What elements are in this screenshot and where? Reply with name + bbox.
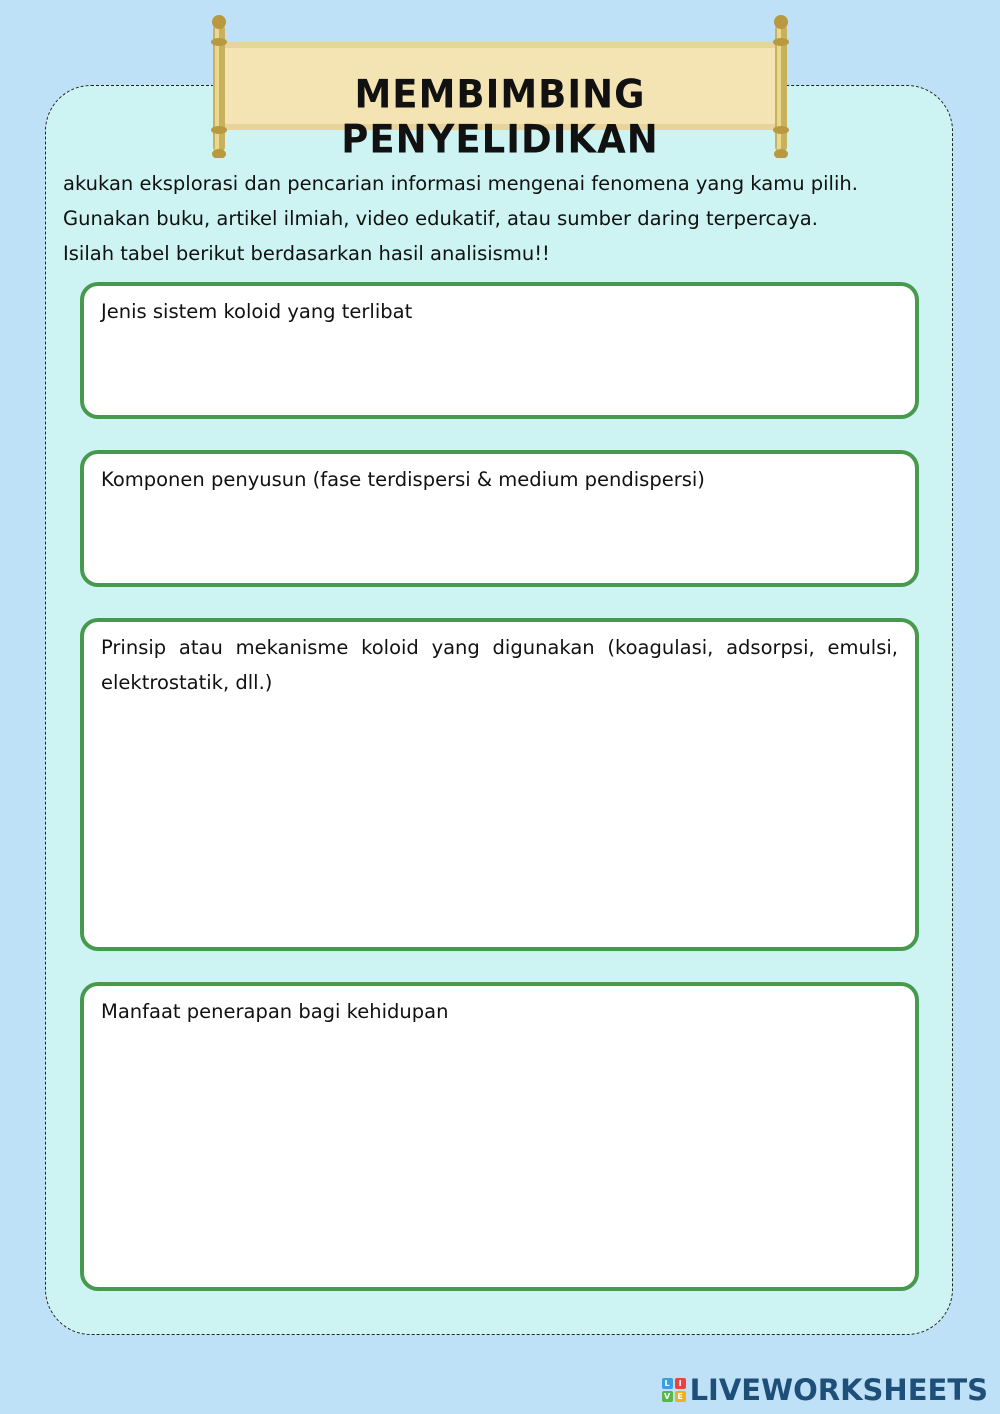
answer-box-components[interactable] [80,450,919,587]
answer-box-mechanism[interactable] [80,618,919,951]
logo-letter: L [662,1378,673,1389]
title-scroll-banner [210,12,790,163]
liveworksheets-logo-icon [662,1378,686,1402]
logo-letter: V [662,1391,673,1402]
answer-box-label: Manfaat penerapan bagi kehidupan [101,1000,449,1023]
liveworksheets-logo [662,1374,988,1406]
page-title: MEMBIMBING PENYELIDIKAN [341,71,659,163]
answer-box-benefits[interactable] [80,982,919,1291]
instruction-line: Isilah tabel berikut berdasarkan hasil analisismu!! [63,242,550,265]
answer-box-label: Komponen penyusun (fase terdispersi & medium pendispersi) [101,468,705,491]
logo-text: LIVEWORKSHEETS [689,1373,988,1407]
instruction-line: Gunakan buku, artikel ilmiah, video edukatif, atau sumber daring terpercaya. [63,207,818,230]
answer-box-colloid-type[interactable] [80,282,919,419]
logo-letter: E [675,1391,686,1402]
answer-box-label: Jenis sistem koloid yang terlibat [101,300,413,323]
answer-box-label: Prinsip atau mekanisme koloid yang digunakan (koagulasi, adsorpsi, emulsi, elektrostatik, dll.) [101,636,898,694]
instruction-line: akukan eksplorasi dan pencarian informasi mengenai fenomena yang kamu pilih. [63,172,858,195]
logo-letter: I [675,1378,686,1389]
instructions [63,166,943,271]
